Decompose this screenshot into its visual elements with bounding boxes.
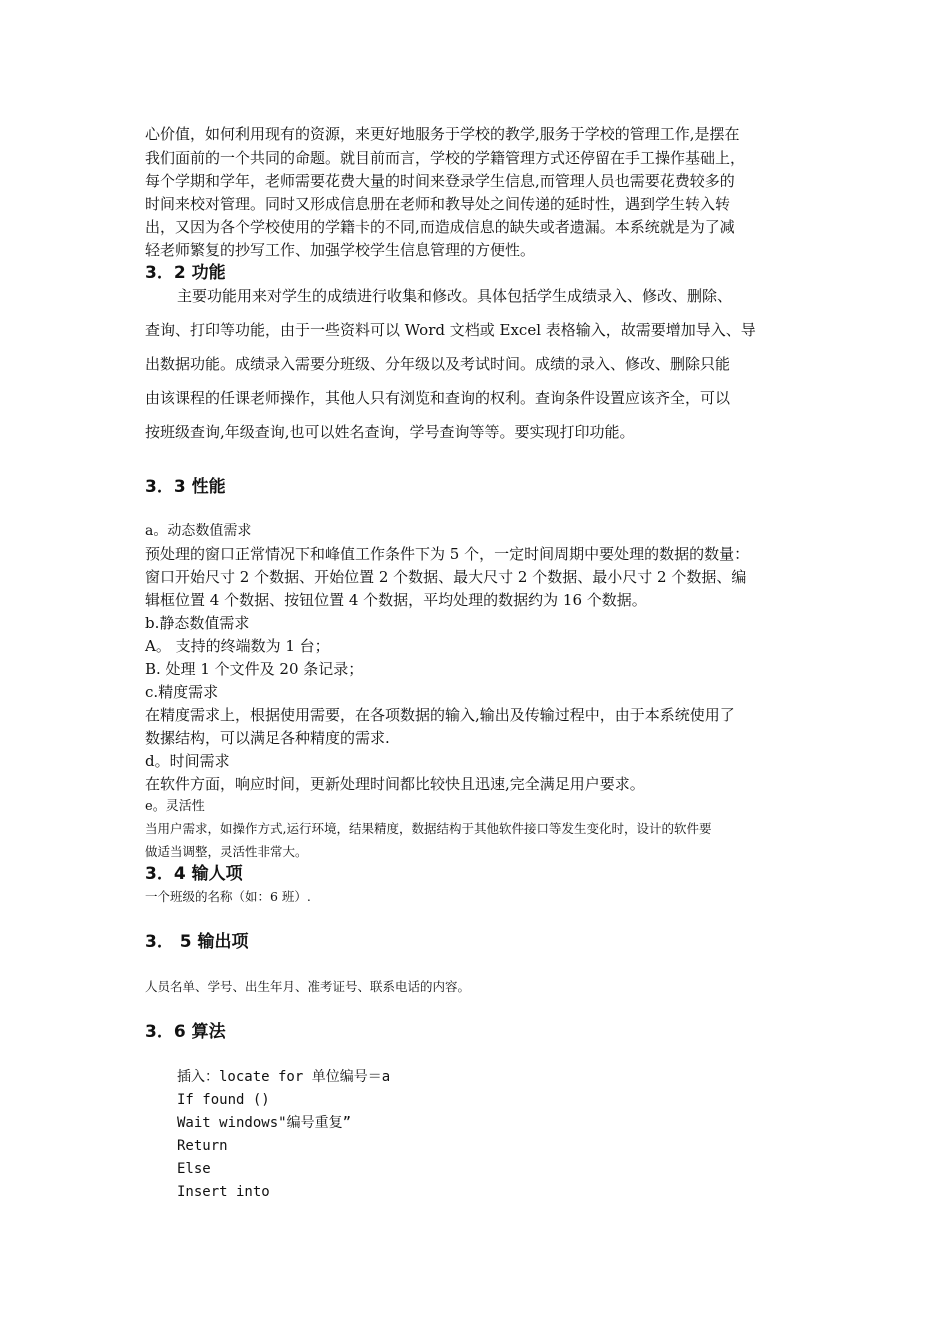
body-line-small: 当用户需求，如操作方式,运行环境，结果精度，数据结构于其他软件接口等发生变化时，设计的软件要 [145, 821, 712, 836]
body-line: 由该课程的任课老师操作，其他人只有浏览和查询的权利。查询条件设置应该齐全，可以 [145, 389, 731, 407]
code-line: If found () [177, 1092, 270, 1108]
body-line: 在软件方面，响应时间，更新处理时间都比较快且迅速,完全满足用户要求。 [145, 775, 645, 793]
subheading-flexibility: e。灵活性 [145, 799, 205, 814]
code-line: Else [177, 1161, 211, 1177]
body-line: 出数据功能。成绩录入需要分班级、分年级以及考试时间。成绩的录入、修改、删除只能 [145, 355, 731, 373]
section-title-3-6: 3．6 算法 [145, 1022, 226, 1042]
body-line-small: 做适当调整，灵活性非常大。 [145, 844, 308, 859]
body-line: 辑框位置 4 个数据、按钮位置 4 个数据，平均处理的数据约为 16 个数据。 [145, 591, 647, 609]
body-line: B. 处理 1 个文件及 20 条记录； [145, 660, 364, 678]
section-title-3-5: 3． 5 输出项 [145, 932, 249, 952]
body-line-small: 人员名单、学号、出生年月、准考证号、联系电话的内容。 [145, 979, 471, 994]
code-line: Return [177, 1138, 228, 1154]
subheading-dynamic: a。动态数值需求 [145, 523, 252, 539]
intro-line: 出，又因为各个学校使用的学籍卡的不同,而造成信息的缺失或者遗漏。本系统就是为了减 [145, 218, 735, 236]
intro-line: 心价值，如何利用现有的资源，来更好地服务于学校的教学,服务于学校的管理工作,是摆在 [145, 125, 740, 143]
intro-line: 每个学期和学年，老师需要花费大量的时间来登录学生信息,而管理人员也需要花费较多的 [145, 172, 735, 190]
body-line: 数摞结构，可以满足各种精度的需求. [145, 729, 390, 747]
body-line-small: 一个班级的名称（如：6 班）. [145, 889, 311, 904]
code-line: Insert into [177, 1184, 270, 1200]
code-line: Wait windows"编号重复” [177, 1115, 352, 1131]
section-title-3-4: 3．4 输人项 [145, 864, 243, 884]
body-line: 按班级查询,年级查询,也可以姓名查询，学号查询等等。要实现打印功能。 [145, 423, 635, 441]
body-line: A。 支持的终端数为 1 台； [145, 637, 330, 655]
body-line: 查询、打印等功能，由于一些资料可以 Word 文档或 Excel 表格输入，故需要增加导入、导 [145, 321, 756, 339]
section-title-3-3: 3．3 性能 [145, 477, 226, 497]
code-line: 插入：locate for 单位编号＝a [177, 1069, 391, 1085]
subheading-precision: c.精度需求 [145, 683, 219, 701]
section-title-3-2: 3．2 功能 [145, 263, 226, 283]
body-line: 在精度需求上，根据使用需要，在各项数据的输入,输出及传输过程中，由于本系统使用了 [145, 706, 735, 724]
subheading-time: d。时间需求 [145, 752, 230, 770]
subheading-static: b.静态数值需求 [145, 614, 250, 632]
intro-line: 时间来校对管理。同时又形成信息册在老师和教导处之间传递的延时性，遇到学生转入转 [145, 195, 731, 213]
intro-line: 轻老师繁复的抄写工作、加强学校学生信息管理的方便性。 [145, 241, 536, 259]
body-line: 主要功能用来对学生的成绩进行收集和修改。具体包括学生成绩录入、修改、删除、 [177, 287, 733, 305]
body-line: 预处理的窗口正常情况下和峰值工作条件下为 5 个，一定时间周期中要处理的数据的数量： [145, 545, 750, 563]
intro-line: 我们面前的一个共同的命题。就目前而言，学校的学籍管理方式还停留在手工操作基础上， [145, 149, 746, 167]
body-line: 窗口开始尺寸 2 个数据、开始位置 2 个数据、最大尺寸 2 个数据、最小尺寸 2 个数据、编 [145, 568, 747, 586]
